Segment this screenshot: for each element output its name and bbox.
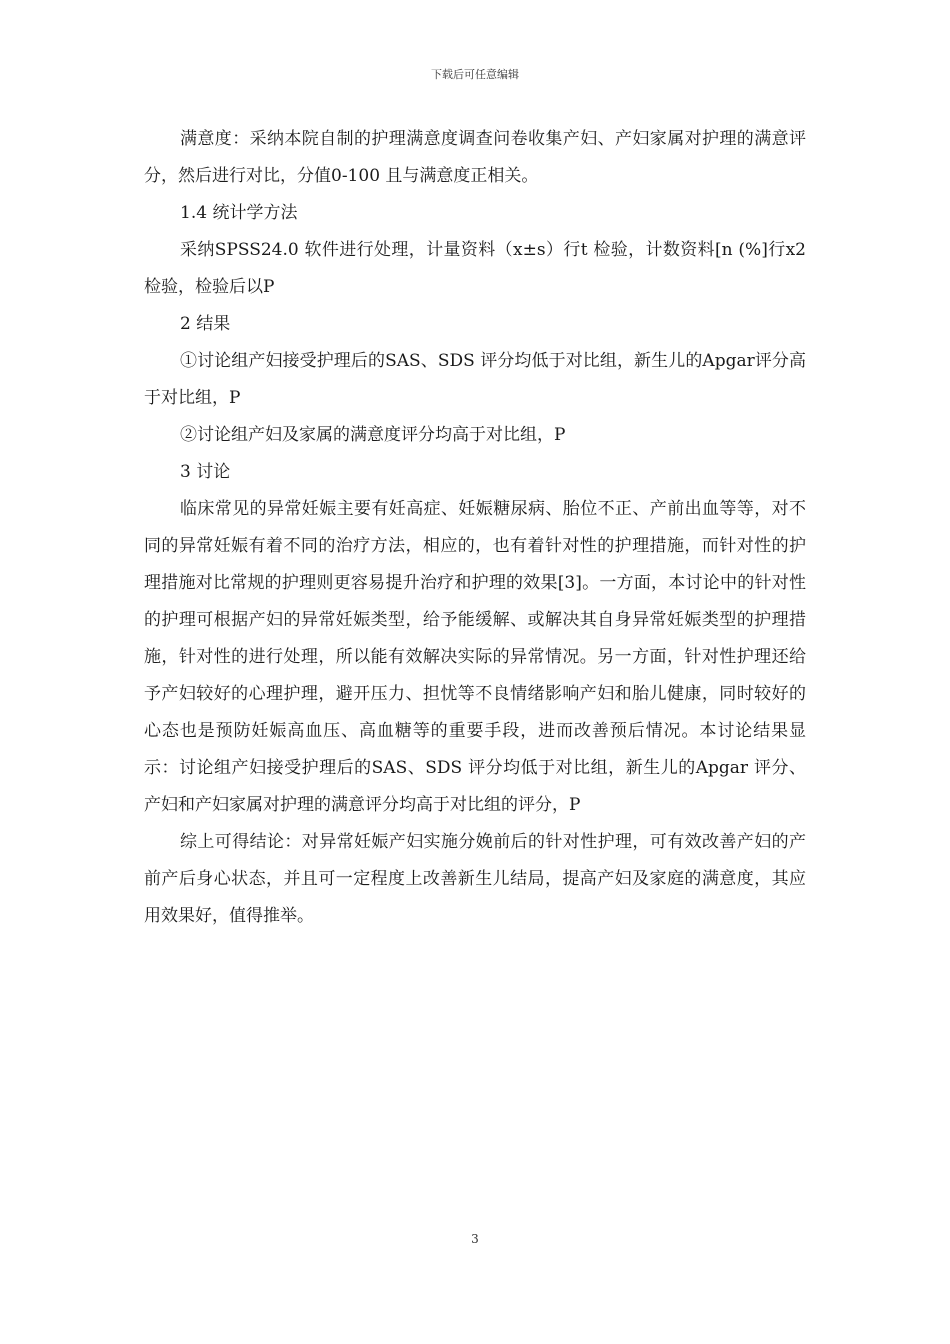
page-number: 3 bbox=[471, 1232, 479, 1246]
paragraph-satisfaction: 满意度：采纳本院自制的护理满意度调查问卷收集产妇、产妇家属对护理的满意评分，然后进行对比，分值0-100 且与满意度正相关。 bbox=[144, 129, 806, 186]
section-heading-results: 2 结果 bbox=[180, 314, 231, 334]
paragraph-statistics: 采纳SPSS24.0 软件进行处理，计量资料（x±s）行t 检验，计数资料[n (%]行x2检验，检验后以P bbox=[144, 240, 806, 297]
page-header: 下载后可任意编辑 bbox=[431, 68, 519, 81]
paragraph-discussion: 临床常见的异常妊娠主要有妊高症、妊娠糖尿病、胎位不正、产前出血等等，对不同的异常妊娠有着不同的治疗方法，相应的，也有着针对性的护理措施，而针对性的护理措施对比常规的护理则更容易提升治疗和护理的效果[3]。一方面，本讨论中的针对性的护理可根据产妇的异常妊娠类型，给予能缓解、或解决其自身异常妊娠类型的护理措施，针对性的进行处理，所以能有效解决实际的异常情况。另一方面，针对性护理还给予产妇较好的心理护理，避开压力、担忧等不良情绪影响产妇和胎儿健康，同时较好的心态也是预防妊娠高血压、高血糖等的重要手段，进而改善预后情况。本讨论结果显示：讨论组产妇接受护理后的SAS、SDS 评分均低于对比组，新生儿的Apgar 评分、产妇和产妇家属对护理的满意评分均高于对比组的评分，P bbox=[144, 499, 806, 815]
section-heading-statistics: 1.4 统计学方法 bbox=[180, 203, 298, 223]
section-heading-discussion: 3 讨论 bbox=[180, 462, 231, 482]
paragraph-conclusion: 综上可得结论：对异常妊娠产妇实施分娩前后的针对性护理，可有效改善产妇的产前产后身心状态，并且可一定程度上改善新生儿结局，提高产妇及家庭的满意度，其应用效果好，值得推举。 bbox=[144, 832, 806, 926]
paragraph-result-2: ②讨论组产妇及家属的满意度评分均高于对比组，P bbox=[180, 425, 566, 445]
document-body bbox=[144, 121, 806, 935]
paragraph-result-1: ①讨论组产妇接受护理后的SAS、SDS 评分均低于对比组，新生儿的Apgar评分高于对比组，P bbox=[144, 351, 806, 408]
